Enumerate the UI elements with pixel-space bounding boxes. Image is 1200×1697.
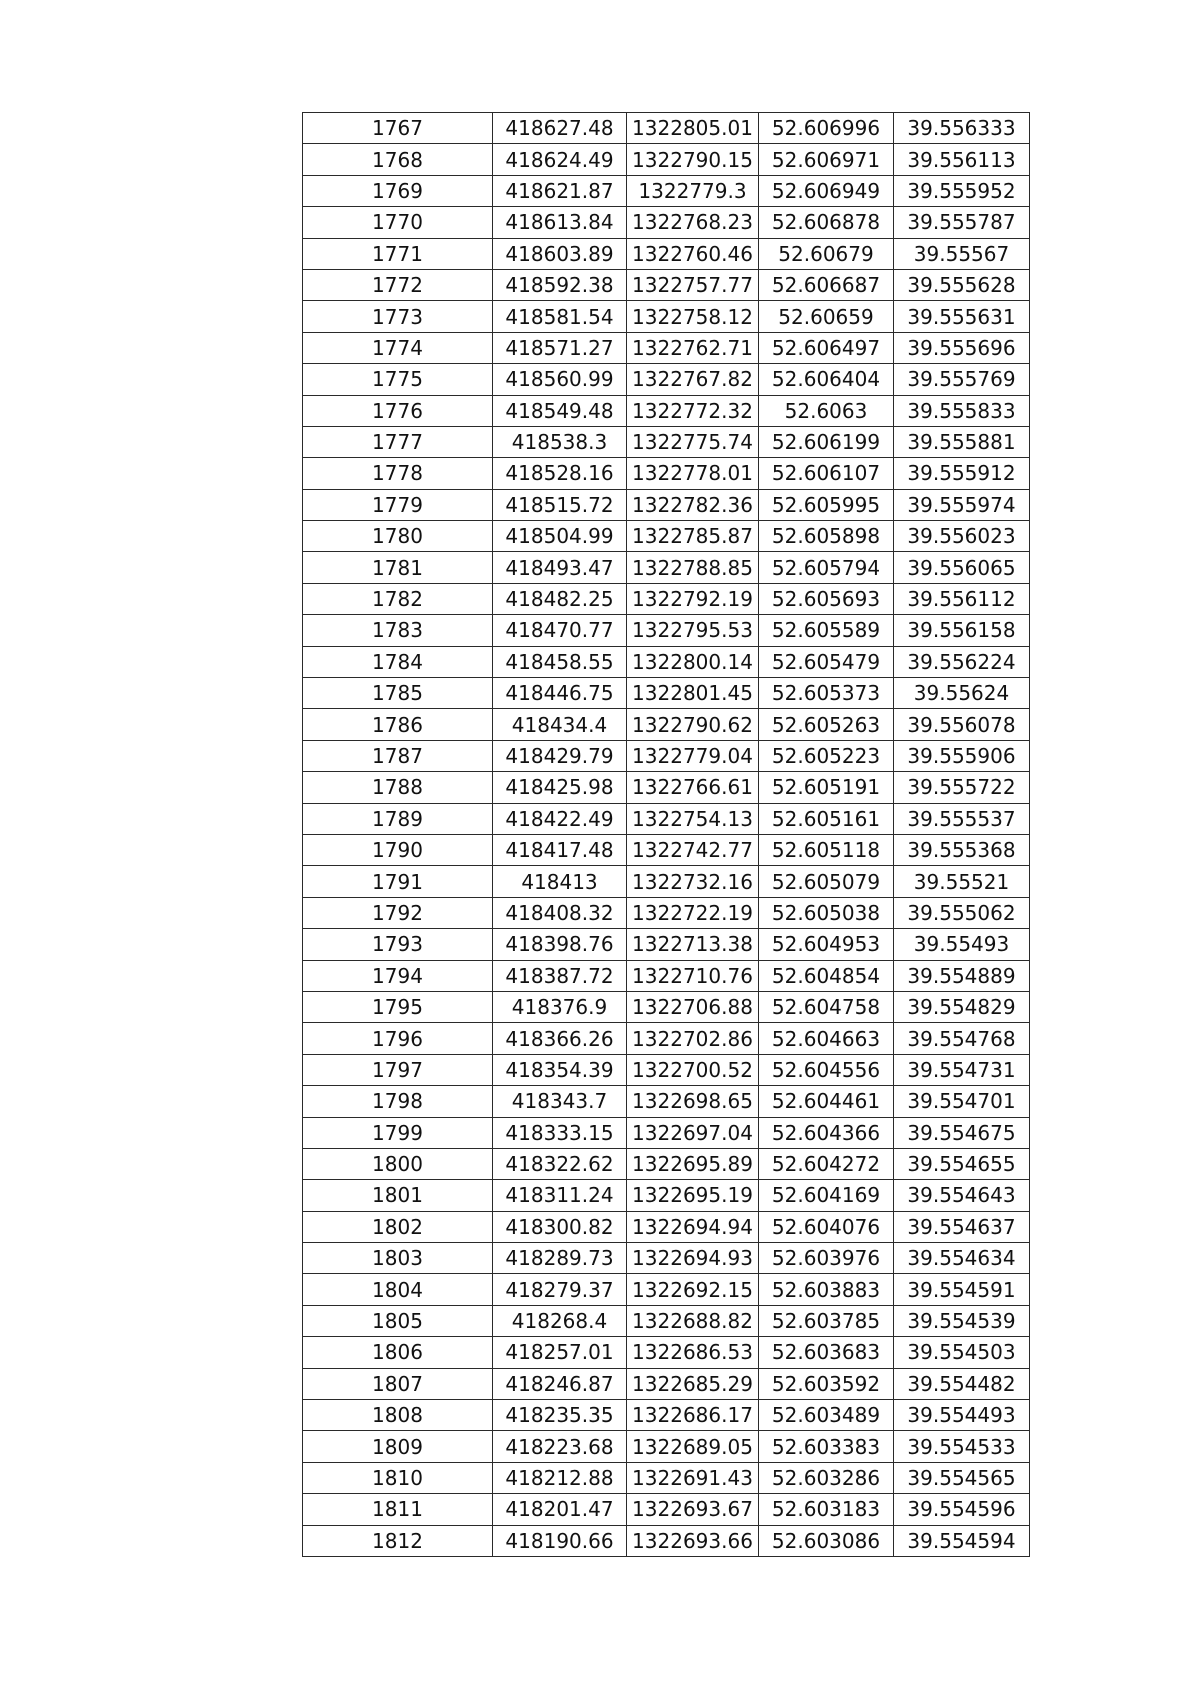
latitude-cell: 52.605589 xyxy=(759,615,894,646)
table-row xyxy=(303,207,1030,238)
x-coordinate-cell: 418538.3 xyxy=(493,426,627,457)
table-row xyxy=(303,238,1030,269)
latitude-cell: 52.606878 xyxy=(759,207,894,238)
table-row xyxy=(303,175,1030,206)
table-row xyxy=(303,552,1030,583)
x-coordinate-cell: 418627.48 xyxy=(493,113,627,144)
longitude-cell: 39.556023 xyxy=(894,521,1030,552)
y-coordinate-cell: 1322686.53 xyxy=(627,1337,759,1368)
point-number-cell: 1793 xyxy=(303,929,493,960)
y-coordinate-cell: 1322768.23 xyxy=(627,207,759,238)
x-coordinate-cell: 418549.48 xyxy=(493,395,627,426)
longitude-cell: 39.554539 xyxy=(894,1305,1030,1336)
latitude-cell: 52.604076 xyxy=(759,1211,894,1242)
y-coordinate-cell: 1322732.16 xyxy=(627,866,759,897)
table-row xyxy=(303,144,1030,175)
longitude-cell: 39.556112 xyxy=(894,583,1030,614)
x-coordinate-cell: 418289.73 xyxy=(493,1243,627,1274)
x-coordinate-cell: 418603.89 xyxy=(493,238,627,269)
latitude-cell: 52.605479 xyxy=(759,646,894,677)
latitude-cell: 52.603592 xyxy=(759,1368,894,1399)
table-row xyxy=(303,709,1030,740)
x-coordinate-cell: 418515.72 xyxy=(493,489,627,520)
point-number-cell: 1767 xyxy=(303,113,493,144)
latitude-cell: 52.605161 xyxy=(759,803,894,834)
point-number-cell: 1778 xyxy=(303,458,493,489)
point-number-cell: 1804 xyxy=(303,1274,493,1305)
x-coordinate-cell: 418300.82 xyxy=(493,1211,627,1242)
point-number-cell: 1785 xyxy=(303,678,493,709)
table-row xyxy=(303,426,1030,457)
longitude-cell: 39.55567 xyxy=(894,238,1030,269)
table-row xyxy=(303,1180,1030,1211)
latitude-cell: 52.604663 xyxy=(759,1023,894,1054)
y-coordinate-cell: 1322760.46 xyxy=(627,238,759,269)
longitude-cell: 39.554591 xyxy=(894,1274,1030,1305)
y-coordinate-cell: 1322805.01 xyxy=(627,113,759,144)
table-row xyxy=(303,1054,1030,1085)
x-coordinate-cell: 418413 xyxy=(493,866,627,897)
longitude-cell: 39.556113 xyxy=(894,144,1030,175)
latitude-cell: 52.605995 xyxy=(759,489,894,520)
longitude-cell: 39.555833 xyxy=(894,395,1030,426)
table-row xyxy=(303,395,1030,426)
y-coordinate-cell: 1322742.77 xyxy=(627,834,759,865)
y-coordinate-cell: 1322788.85 xyxy=(627,552,759,583)
latitude-cell: 52.605263 xyxy=(759,709,894,740)
x-coordinate-cell: 418408.32 xyxy=(493,897,627,928)
longitude-cell: 39.555881 xyxy=(894,426,1030,457)
y-coordinate-cell: 1322757.77 xyxy=(627,269,759,300)
longitude-cell: 39.555628 xyxy=(894,269,1030,300)
y-coordinate-cell: 1322782.36 xyxy=(627,489,759,520)
latitude-cell: 52.606971 xyxy=(759,144,894,175)
latitude-cell: 52.604556 xyxy=(759,1054,894,1085)
x-coordinate-cell: 418417.48 xyxy=(493,834,627,865)
table-row xyxy=(303,897,1030,928)
y-coordinate-cell: 1322779.3 xyxy=(627,175,759,206)
table-row xyxy=(303,740,1030,771)
x-coordinate-cell: 418223.68 xyxy=(493,1431,627,1462)
point-number-cell: 1801 xyxy=(303,1180,493,1211)
longitude-cell: 39.554565 xyxy=(894,1462,1030,1493)
y-coordinate-cell: 1322779.04 xyxy=(627,740,759,771)
y-coordinate-cell: 1322686.17 xyxy=(627,1400,759,1431)
x-coordinate-cell: 418621.87 xyxy=(493,175,627,206)
table-row xyxy=(303,1400,1030,1431)
x-coordinate-cell: 418425.98 xyxy=(493,772,627,803)
x-coordinate-cell: 418354.39 xyxy=(493,1054,627,1085)
longitude-cell: 39.555368 xyxy=(894,834,1030,865)
point-number-cell: 1774 xyxy=(303,332,493,363)
latitude-cell: 52.606497 xyxy=(759,332,894,363)
longitude-cell: 39.554596 xyxy=(894,1494,1030,1525)
table-row xyxy=(303,772,1030,803)
latitude-cell: 52.605038 xyxy=(759,897,894,928)
latitude-cell: 52.606996 xyxy=(759,113,894,144)
y-coordinate-cell: 1322691.43 xyxy=(627,1462,759,1493)
point-number-cell: 1806 xyxy=(303,1337,493,1368)
table-row xyxy=(303,1243,1030,1274)
point-number-cell: 1768 xyxy=(303,144,493,175)
longitude-cell: 39.554731 xyxy=(894,1054,1030,1085)
latitude-cell: 52.60659 xyxy=(759,301,894,332)
table-row xyxy=(303,1494,1030,1525)
x-coordinate-cell: 418279.37 xyxy=(493,1274,627,1305)
latitude-cell: 52.606199 xyxy=(759,426,894,457)
table-row xyxy=(303,301,1030,332)
latitude-cell: 52.605079 xyxy=(759,866,894,897)
y-coordinate-cell: 1322695.89 xyxy=(627,1148,759,1179)
y-coordinate-cell: 1322688.82 xyxy=(627,1305,759,1336)
x-coordinate-cell: 418333.15 xyxy=(493,1117,627,1148)
latitude-cell: 52.603976 xyxy=(759,1243,894,1274)
x-coordinate-cell: 418366.26 xyxy=(493,1023,627,1054)
x-coordinate-cell: 418581.54 xyxy=(493,301,627,332)
point-number-cell: 1782 xyxy=(303,583,493,614)
latitude-cell: 52.605223 xyxy=(759,740,894,771)
y-coordinate-cell: 1322706.88 xyxy=(627,991,759,1022)
longitude-cell: 39.555062 xyxy=(894,897,1030,928)
x-coordinate-cell: 418322.62 xyxy=(493,1148,627,1179)
y-coordinate-cell: 1322767.82 xyxy=(627,364,759,395)
point-number-cell: 1773 xyxy=(303,301,493,332)
point-number-cell: 1781 xyxy=(303,552,493,583)
table-row xyxy=(303,1462,1030,1493)
latitude-cell: 52.604953 xyxy=(759,929,894,960)
point-number-cell: 1812 xyxy=(303,1525,493,1556)
x-coordinate-cell: 418613.84 xyxy=(493,207,627,238)
point-number-cell: 1780 xyxy=(303,521,493,552)
longitude-cell: 39.556158 xyxy=(894,615,1030,646)
y-coordinate-cell: 1322693.66 xyxy=(627,1525,759,1556)
longitude-cell: 39.555952 xyxy=(894,175,1030,206)
y-coordinate-cell: 1322694.93 xyxy=(627,1243,759,1274)
table-row xyxy=(303,960,1030,991)
latitude-cell: 52.605118 xyxy=(759,834,894,865)
x-coordinate-cell: 418343.7 xyxy=(493,1086,627,1117)
latitude-cell: 52.605794 xyxy=(759,552,894,583)
latitude-cell: 52.604169 xyxy=(759,1180,894,1211)
latitude-cell: 52.60679 xyxy=(759,238,894,269)
x-coordinate-cell: 418212.88 xyxy=(493,1462,627,1493)
longitude-cell: 39.554533 xyxy=(894,1431,1030,1462)
table-row xyxy=(303,521,1030,552)
y-coordinate-cell: 1322722.19 xyxy=(627,897,759,928)
point-number-cell: 1810 xyxy=(303,1462,493,1493)
table-row xyxy=(303,646,1030,677)
x-coordinate-cell: 418257.01 xyxy=(493,1337,627,1368)
x-coordinate-cell: 418434.4 xyxy=(493,709,627,740)
point-number-cell: 1777 xyxy=(303,426,493,457)
latitude-cell: 52.603383 xyxy=(759,1431,894,1462)
point-number-cell: 1798 xyxy=(303,1086,493,1117)
longitude-cell: 39.554768 xyxy=(894,1023,1030,1054)
table-row xyxy=(303,1274,1030,1305)
point-number-cell: 1797 xyxy=(303,1054,493,1085)
latitude-cell: 52.606687 xyxy=(759,269,894,300)
x-coordinate-cell: 418311.24 xyxy=(493,1180,627,1211)
y-coordinate-cell: 1322700.52 xyxy=(627,1054,759,1085)
point-number-cell: 1794 xyxy=(303,960,493,991)
longitude-cell: 39.556078 xyxy=(894,709,1030,740)
table-row xyxy=(303,1525,1030,1556)
y-coordinate-cell: 1322692.15 xyxy=(627,1274,759,1305)
y-coordinate-cell: 1322698.65 xyxy=(627,1086,759,1117)
x-coordinate-cell: 418246.87 xyxy=(493,1368,627,1399)
x-coordinate-cell: 418493.47 xyxy=(493,552,627,583)
point-number-cell: 1783 xyxy=(303,615,493,646)
y-coordinate-cell: 1322713.38 xyxy=(627,929,759,960)
table-row xyxy=(303,1023,1030,1054)
table-row xyxy=(303,332,1030,363)
y-coordinate-cell: 1322694.94 xyxy=(627,1211,759,1242)
x-coordinate-cell: 418235.35 xyxy=(493,1400,627,1431)
y-coordinate-cell: 1322790.62 xyxy=(627,709,759,740)
table-row xyxy=(303,458,1030,489)
latitude-cell: 52.603785 xyxy=(759,1305,894,1336)
point-number-cell: 1769 xyxy=(303,175,493,206)
latitude-cell: 52.603286 xyxy=(759,1462,894,1493)
longitude-cell: 39.556065 xyxy=(894,552,1030,583)
longitude-cell: 39.555696 xyxy=(894,332,1030,363)
y-coordinate-cell: 1322693.67 xyxy=(627,1494,759,1525)
point-number-cell: 1787 xyxy=(303,740,493,771)
table-row xyxy=(303,1117,1030,1148)
y-coordinate-cell: 1322801.45 xyxy=(627,678,759,709)
longitude-cell: 39.554594 xyxy=(894,1525,1030,1556)
longitude-cell: 39.554655 xyxy=(894,1148,1030,1179)
table-row xyxy=(303,1305,1030,1336)
table-row xyxy=(303,991,1030,1022)
x-coordinate-cell: 418376.9 xyxy=(493,991,627,1022)
point-number-cell: 1796 xyxy=(303,1023,493,1054)
point-number-cell: 1808 xyxy=(303,1400,493,1431)
table-row xyxy=(303,489,1030,520)
latitude-cell: 52.6063 xyxy=(759,395,894,426)
latitude-cell: 52.606107 xyxy=(759,458,894,489)
table-row xyxy=(303,1086,1030,1117)
latitude-cell: 52.603183 xyxy=(759,1494,894,1525)
table-row xyxy=(303,1431,1030,1462)
table-row xyxy=(303,583,1030,614)
x-coordinate-cell: 418429.79 xyxy=(493,740,627,771)
table-row xyxy=(303,803,1030,834)
x-coordinate-cell: 418592.38 xyxy=(493,269,627,300)
x-coordinate-cell: 418422.49 xyxy=(493,803,627,834)
y-coordinate-cell: 1322689.05 xyxy=(627,1431,759,1462)
longitude-cell: 39.556224 xyxy=(894,646,1030,677)
latitude-cell: 52.604854 xyxy=(759,960,894,991)
longitude-cell: 39.554675 xyxy=(894,1117,1030,1148)
latitude-cell: 52.604461 xyxy=(759,1086,894,1117)
x-coordinate-cell: 418398.76 xyxy=(493,929,627,960)
latitude-cell: 52.605191 xyxy=(759,772,894,803)
point-number-cell: 1811 xyxy=(303,1494,493,1525)
longitude-cell: 39.555787 xyxy=(894,207,1030,238)
longitude-cell: 39.554701 xyxy=(894,1086,1030,1117)
longitude-cell: 39.555537 xyxy=(894,803,1030,834)
point-number-cell: 1784 xyxy=(303,646,493,677)
x-coordinate-cell: 418482.25 xyxy=(493,583,627,614)
table-row xyxy=(303,113,1030,144)
table-row xyxy=(303,1211,1030,1242)
point-number-cell: 1786 xyxy=(303,709,493,740)
latitude-cell: 52.606404 xyxy=(759,364,894,395)
point-number-cell: 1807 xyxy=(303,1368,493,1399)
table-row xyxy=(303,1148,1030,1179)
x-coordinate-cell: 418190.66 xyxy=(493,1525,627,1556)
point-number-cell: 1800 xyxy=(303,1148,493,1179)
latitude-cell: 52.604366 xyxy=(759,1117,894,1148)
latitude-cell: 52.605898 xyxy=(759,521,894,552)
y-coordinate-cell: 1322792.19 xyxy=(627,583,759,614)
y-coordinate-cell: 1322800.14 xyxy=(627,646,759,677)
point-number-cell: 1776 xyxy=(303,395,493,426)
point-number-cell: 1802 xyxy=(303,1211,493,1242)
longitude-cell: 39.555769 xyxy=(894,364,1030,395)
longitude-cell: 39.554493 xyxy=(894,1400,1030,1431)
latitude-cell: 52.603683 xyxy=(759,1337,894,1368)
latitude-cell: 52.604272 xyxy=(759,1148,894,1179)
table-row xyxy=(303,834,1030,865)
y-coordinate-cell: 1322758.12 xyxy=(627,301,759,332)
table-row xyxy=(303,929,1030,960)
point-number-cell: 1803 xyxy=(303,1243,493,1274)
longitude-cell: 39.554503 xyxy=(894,1337,1030,1368)
y-coordinate-cell: 1322790.15 xyxy=(627,144,759,175)
table-row xyxy=(303,1337,1030,1368)
x-coordinate-cell: 418446.75 xyxy=(493,678,627,709)
longitude-cell: 39.555906 xyxy=(894,740,1030,771)
point-number-cell: 1771 xyxy=(303,238,493,269)
y-coordinate-cell: 1322754.13 xyxy=(627,803,759,834)
point-number-cell: 1770 xyxy=(303,207,493,238)
y-coordinate-cell: 1322702.86 xyxy=(627,1023,759,1054)
y-coordinate-cell: 1322762.71 xyxy=(627,332,759,363)
latitude-cell: 52.603489 xyxy=(759,1400,894,1431)
latitude-cell: 52.606949 xyxy=(759,175,894,206)
y-coordinate-cell: 1322685.29 xyxy=(627,1368,759,1399)
x-coordinate-cell: 418528.16 xyxy=(493,458,627,489)
point-number-cell: 1791 xyxy=(303,866,493,897)
longitude-cell: 39.555722 xyxy=(894,772,1030,803)
point-number-cell: 1772 xyxy=(303,269,493,300)
point-number-cell: 1790 xyxy=(303,834,493,865)
coordinate-table-body xyxy=(303,113,1030,1557)
longitude-cell: 39.554637 xyxy=(894,1211,1030,1242)
x-coordinate-cell: 418268.4 xyxy=(493,1305,627,1336)
y-coordinate-cell: 1322775.74 xyxy=(627,426,759,457)
longitude-cell: 39.55493 xyxy=(894,929,1030,960)
x-coordinate-cell: 418571.27 xyxy=(493,332,627,363)
y-coordinate-cell: 1322785.87 xyxy=(627,521,759,552)
point-number-cell: 1805 xyxy=(303,1305,493,1336)
y-coordinate-cell: 1322772.32 xyxy=(627,395,759,426)
x-coordinate-cell: 418201.47 xyxy=(493,1494,627,1525)
latitude-cell: 52.604758 xyxy=(759,991,894,1022)
longitude-cell: 39.55521 xyxy=(894,866,1030,897)
x-coordinate-cell: 418458.55 xyxy=(493,646,627,677)
table-row xyxy=(303,678,1030,709)
x-coordinate-cell: 418387.72 xyxy=(493,960,627,991)
point-number-cell: 1795 xyxy=(303,991,493,1022)
y-coordinate-cell: 1322795.53 xyxy=(627,615,759,646)
latitude-cell: 52.603883 xyxy=(759,1274,894,1305)
y-coordinate-cell: 1322766.61 xyxy=(627,772,759,803)
longitude-cell: 39.555631 xyxy=(894,301,1030,332)
longitude-cell: 39.556333 xyxy=(894,113,1030,144)
longitude-cell: 39.554889 xyxy=(894,960,1030,991)
point-number-cell: 1799 xyxy=(303,1117,493,1148)
x-coordinate-cell: 418624.49 xyxy=(493,144,627,175)
y-coordinate-cell: 1322695.19 xyxy=(627,1180,759,1211)
longitude-cell: 39.554829 xyxy=(894,991,1030,1022)
table-row xyxy=(303,364,1030,395)
table-row xyxy=(303,269,1030,300)
latitude-cell: 52.603086 xyxy=(759,1525,894,1556)
y-coordinate-cell: 1322710.76 xyxy=(627,960,759,991)
point-number-cell: 1788 xyxy=(303,772,493,803)
y-coordinate-cell: 1322778.01 xyxy=(627,458,759,489)
longitude-cell: 39.555974 xyxy=(894,489,1030,520)
point-number-cell: 1809 xyxy=(303,1431,493,1462)
coordinate-table xyxy=(302,112,1030,1557)
table-row xyxy=(303,615,1030,646)
longitude-cell: 39.555912 xyxy=(894,458,1030,489)
point-number-cell: 1792 xyxy=(303,897,493,928)
x-coordinate-cell: 418470.77 xyxy=(493,615,627,646)
longitude-cell: 39.554634 xyxy=(894,1243,1030,1274)
longitude-cell: 39.554482 xyxy=(894,1368,1030,1399)
table-row xyxy=(303,1368,1030,1399)
point-number-cell: 1779 xyxy=(303,489,493,520)
longitude-cell: 39.55624 xyxy=(894,678,1030,709)
y-coordinate-cell: 1322697.04 xyxy=(627,1117,759,1148)
latitude-cell: 52.605693 xyxy=(759,583,894,614)
point-number-cell: 1775 xyxy=(303,364,493,395)
longitude-cell: 39.554643 xyxy=(894,1180,1030,1211)
x-coordinate-cell: 418560.99 xyxy=(493,364,627,395)
x-coordinate-cell: 418504.99 xyxy=(493,521,627,552)
table-row xyxy=(303,866,1030,897)
latitude-cell: 52.605373 xyxy=(759,678,894,709)
point-number-cell: 1789 xyxy=(303,803,493,834)
